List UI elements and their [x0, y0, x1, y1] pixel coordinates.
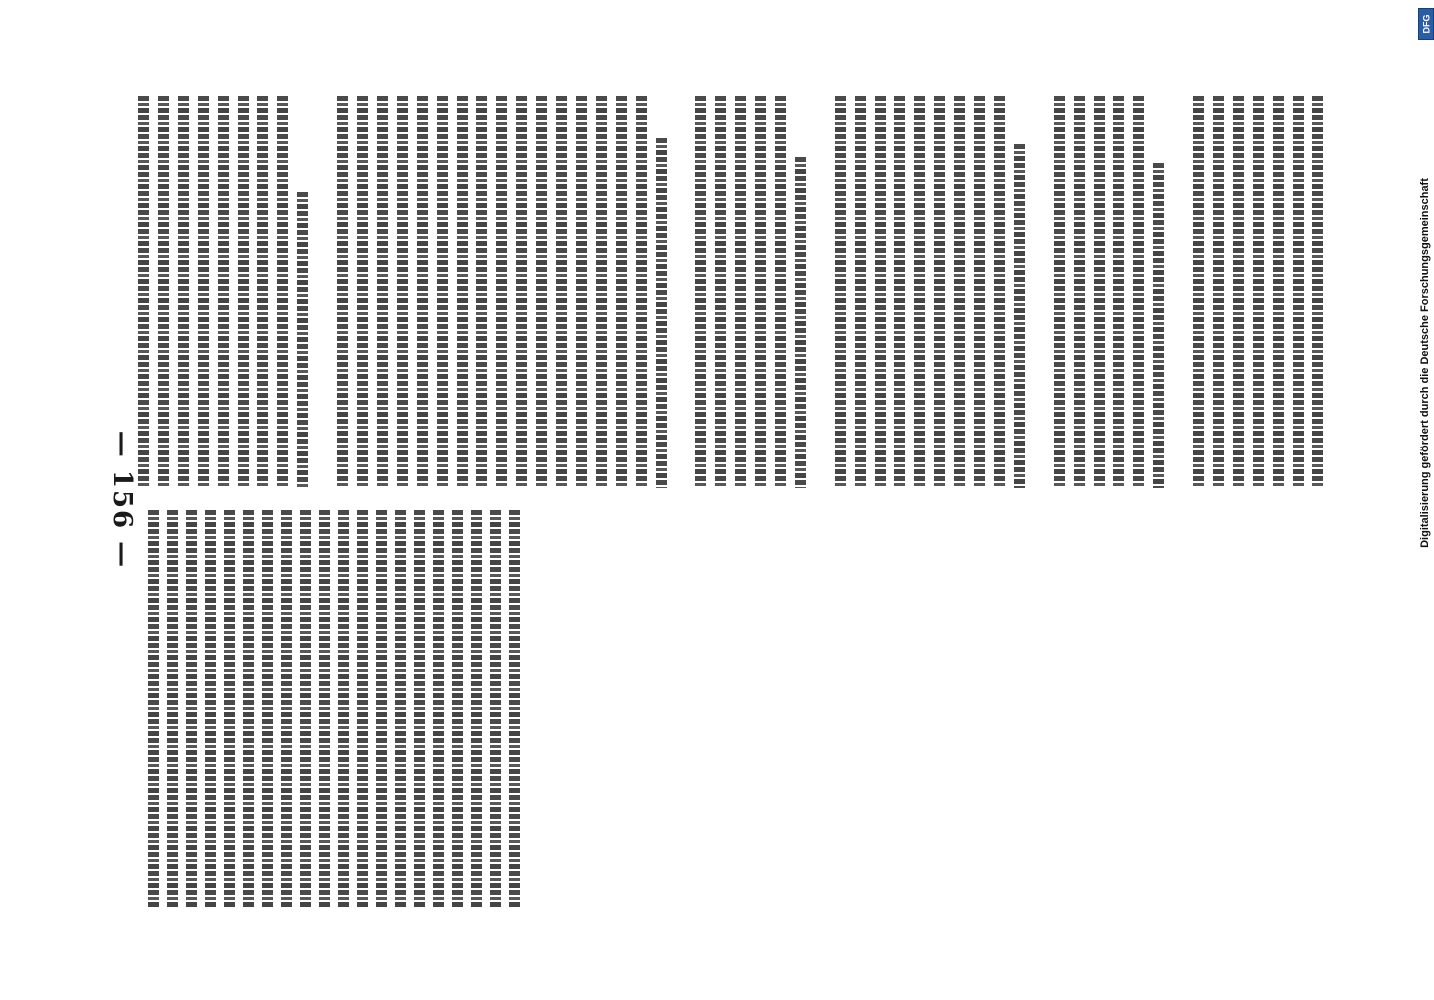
attribution-text: Digitalisierung gefördert durch die Deutsche Forschungsgemeinschaft	[1419, 178, 1431, 548]
text-line	[596, 96, 607, 488]
page-number: — 156 —	[107, 430, 137, 570]
text-line	[556, 96, 567, 488]
text-line	[218, 96, 229, 488]
text-line	[224, 510, 235, 908]
text-line	[1293, 96, 1304, 488]
text-column-bottom	[148, 510, 520, 908]
text-line	[1233, 96, 1244, 488]
text-line	[186, 510, 197, 908]
text-line	[417, 96, 428, 488]
text-line	[198, 96, 209, 488]
text-line	[755, 96, 766, 488]
text-line	[1133, 96, 1144, 488]
text-line	[974, 96, 985, 488]
text-line	[158, 96, 169, 488]
text-line	[735, 96, 746, 488]
text-line	[490, 510, 501, 908]
text-line	[1054, 96, 1065, 488]
paragraph-gap	[675, 96, 686, 488]
text-line	[376, 510, 387, 908]
text-line	[1253, 96, 1264, 488]
text-line	[855, 96, 866, 488]
text-line	[795, 157, 806, 488]
text-line	[433, 510, 444, 908]
text-line	[695, 96, 706, 488]
text-line	[277, 96, 288, 488]
text-line	[894, 96, 905, 488]
text-line	[377, 96, 388, 488]
text-line	[1074, 96, 1085, 488]
text-line	[1094, 96, 1105, 488]
text-line	[257, 96, 268, 488]
text-line	[835, 96, 846, 488]
text-line	[457, 96, 468, 488]
text-line	[452, 510, 463, 908]
text-line	[715, 96, 726, 488]
page-number-region	[92, 430, 152, 570]
text-line	[138, 96, 149, 488]
scanned-page	[126, 96, 1324, 910]
text-line	[636, 96, 647, 488]
paragraph-gap	[317, 96, 328, 488]
text-column-top	[138, 96, 1324, 488]
text-line	[509, 510, 520, 908]
text-line	[1213, 96, 1224, 488]
text-line	[471, 510, 482, 908]
text-line	[395, 510, 406, 908]
text-line	[934, 96, 945, 488]
paragraph-gap	[1173, 96, 1184, 488]
text-line	[875, 96, 886, 488]
text-line	[397, 96, 408, 488]
text-line	[148, 510, 159, 908]
text-line	[516, 96, 527, 488]
text-line	[357, 510, 368, 908]
text-line	[536, 96, 547, 488]
text-line	[1153, 163, 1164, 488]
text-line	[338, 510, 349, 908]
text-line	[954, 96, 965, 488]
text-line	[616, 96, 627, 488]
text-line	[300, 510, 311, 908]
text-line	[262, 510, 273, 908]
text-line	[319, 510, 330, 908]
text-line	[357, 96, 368, 488]
text-line	[297, 192, 308, 488]
text-line	[178, 96, 189, 488]
attribution-region	[1416, 6, 1434, 720]
text-line	[1273, 96, 1284, 488]
paragraph-gap	[815, 96, 826, 488]
text-line	[1014, 144, 1025, 488]
text-line	[496, 96, 507, 488]
dfg-logo-label: DFG	[1421, 14, 1431, 34]
text-line	[167, 510, 178, 908]
text-line	[243, 510, 254, 908]
text-line	[775, 96, 786, 488]
text-line	[238, 96, 249, 488]
text-line	[914, 96, 925, 488]
text-line	[281, 510, 292, 908]
text-line	[414, 510, 425, 908]
text-line	[337, 96, 348, 488]
paragraph-gap	[1034, 96, 1045, 488]
text-line	[994, 96, 1005, 488]
text-line	[1193, 96, 1204, 488]
text-line	[1312, 96, 1323, 488]
text-line	[476, 96, 487, 488]
text-line	[656, 138, 667, 488]
text-line	[205, 510, 216, 908]
text-line	[437, 96, 448, 488]
text-line	[1113, 96, 1124, 488]
text-line	[576, 96, 587, 488]
